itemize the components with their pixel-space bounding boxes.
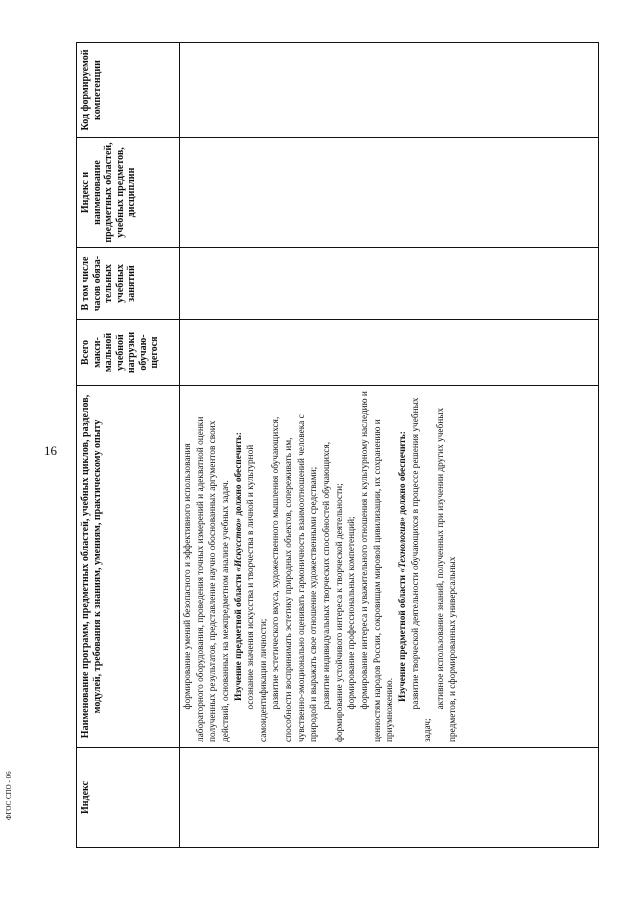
paragraph: развитие индивидуальных творческих способностей обучающихся, формирование устойчивого интереса к творческой деятельности; (322, 441, 345, 742)
paragraph: развитие творческой деятельности обучающихся в процессе решения учебных задач; (410, 397, 434, 742)
cell-subject-index (180, 138, 599, 248)
header-subject-index: Индекс и наименование предметных областей, учебных предметов, дисциплин (77, 138, 180, 248)
curriculum-table (76, 42, 599, 848)
header-index: Индекс (77, 748, 180, 848)
table-header-row (77, 43, 180, 848)
cell-index (180, 748, 599, 848)
header-mandatory-hours: В том числе часов обяза-тельных учебных занятий (77, 248, 180, 320)
cell-competence-code (180, 43, 599, 138)
cell-program-text (180, 386, 599, 748)
header-program-name: Наименование программ, предметных областей, учебных циклов, разделов, модулей, требования к знаниям, умениям, практическому опыту (77, 386, 180, 748)
paragraph: формирование интереса и уважительного отношения к культурному наследию и ценностям народов России, сокровищам мировой цивилизации, их сохранению и приумножению. (359, 391, 396, 742)
paragraph: осознание значения искусства и творчества в личной и культурной самоидентификации личности; (246, 444, 269, 742)
section-heading-art: Изучение предметной области «Искусство» должно обеспечить: (233, 432, 244, 701)
cell-max-load (180, 320, 599, 386)
footer-document-code: ФГОС СПО - 06 (5, 771, 13, 820)
cell-mandatory-hours (180, 248, 599, 320)
rotated-landscape-page (76, 43, 596, 848)
header-max-load: Всего макси-мальной учебной нагрузки обучаю-щегося (77, 320, 180, 386)
paragraph: развитие эстетического вкуса, художественного мышления обучающихся, способности воспринимать эстетику природных объектов, сопереживать им, чувственно-эмоционально оценивать гармоничность взаимоотношений человека с природой и выражать свое отношение художественными средствами; (271, 414, 320, 742)
table-row (180, 43, 599, 848)
paragraph: активное использование знаний, полученных при изучении других учебных предметов, и сформированных универсальных (435, 407, 459, 742)
section-heading-technology: Изучение предметной области «Технология» должно обеспечить: (397, 431, 408, 702)
paragraph: формирование профессиональных компетенций; (347, 516, 358, 710)
page-number: 16 (44, 443, 57, 458)
paragraph: формирование умений безопасного и эффективного использования лабораторного оборудования, проведения точных измерений и адекватной оценки полученных результатов, представление научно обоснованных аргументов своих действий, основанных на межпредметном анализе учебных задач. (183, 416, 231, 742)
header-competence-code: Код формируемой компетенции (77, 43, 180, 138)
